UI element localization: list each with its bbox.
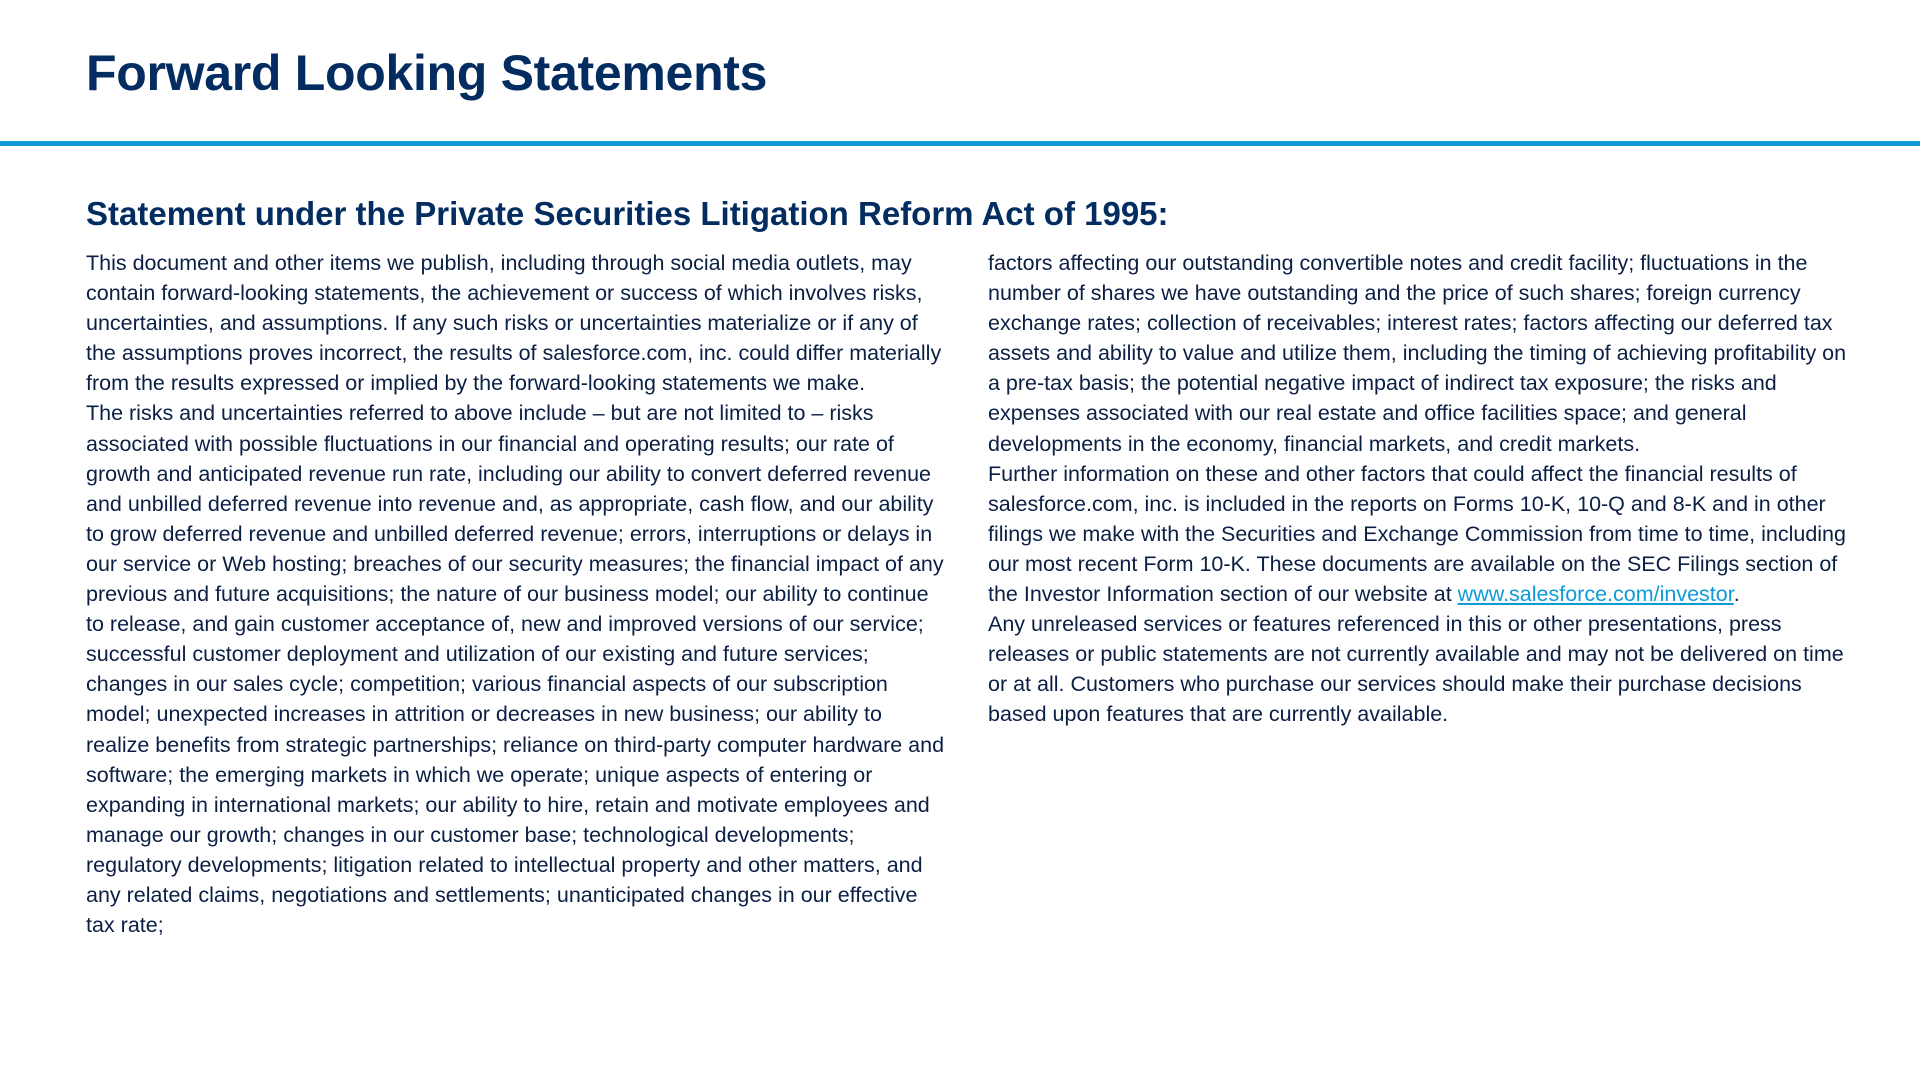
right-paragraph-1: factors affecting our outstanding convertible notes and credit facility; fluctuations in the number of shares we have outstanding and the price of such shares; foreign currency exchange rates; collection of receivables; interest rates; factors affecting our deferred tax assets and ability to value and utilize them, including the timing of achieving profitability on a pre-tax basis; the potential negative impact of indirect tax exposure; the risks and expenses associated with our real estate and office facilities space; and general developments in the economy, financial markets, and credit markets.: [988, 251, 1847, 456]
right-text-column: [988, 248, 1848, 730]
section-heading: Statement under the Private Securities Litigation Reform Act of 1995:: [86, 195, 1169, 232]
left-text-column: [86, 248, 946, 940]
page-title: Forward Looking Statements: [86, 45, 768, 101]
right-paragraph-3: Any unreleased services or features referenced in this or other presentations, press releases or public statements are not currently available and may not be delivered on time or at all. Customers who purchase our services should make their purchase decisions based upon features that are currently available.: [988, 612, 1844, 727]
investor-website-link[interactable]: www.salesforce.com/investor: [1457, 582, 1734, 607]
right-paragraph-2-text: Further information on these and other factors that could affect the financial results of salesforce.com, inc. is included in the reports on Forms 10-K, 10-Q and 8-K and in other filings we make with the Securities and Exchange Commission from time to time, including our most recent Form 10-K. These documents are available on the SEC Filings section of the Investor Information section of our website at: [988, 461, 1846, 607]
right-paragraph-2: [988, 459, 1848, 609]
left-paragraph-1: This document and other items we publish, including through social media outlets, may contain forward-looking statements, the achievement or success of which involves risks, uncertainties, and assumptions. If any such risks or uncertainties materialize or if any of the assumptions proves incorrect, the results of salesforce.com, inc. could differ materially from the results expressed or implied by the forward-looking statements we make.: [86, 251, 942, 396]
title-divider: [0, 141, 1920, 146]
left-paragraph-2: The risks and uncertainties referred to above include – but are not limited to – risks associated with possible fluctuations in our financial and operating results; our rate of growth and anticipated revenue run rate, including our ability to convert deferred revenue and unbilled deferred revenue into revenue and, as appropriate, cash flow, and our ability to grow deferred revenue and unbilled deferred revenue; errors, interruptions or delays in our service or Web hosting; breaches of our security measures; the financial impact of any previous and future acquisitions; the nature of our business model; our ability to continue to release, and gain customer acceptance of, new and improved versions of our service; successful customer deployment and utilization of our existing and future services; changes in our sales cycle; competition; various financial aspects of our subscription model; unexpected increases in attrition or decreases in new business; our ability to realize benefits from strategic partnerships; reliance on third-party computer hardware and software; the emerging markets in which we operate; unique aspects of entering or expanding in international markets; our ability to hire, retain and motivate employees and manage our growth; changes in our customer base; technological developments; regulatory developments; litigation related to intellectual property and other matters, and any related claims, negotiations and settlements; unanticipated changes in our effective tax rate;: [86, 401, 945, 938]
right-paragraph-2-period: .: [1733, 582, 1740, 607]
